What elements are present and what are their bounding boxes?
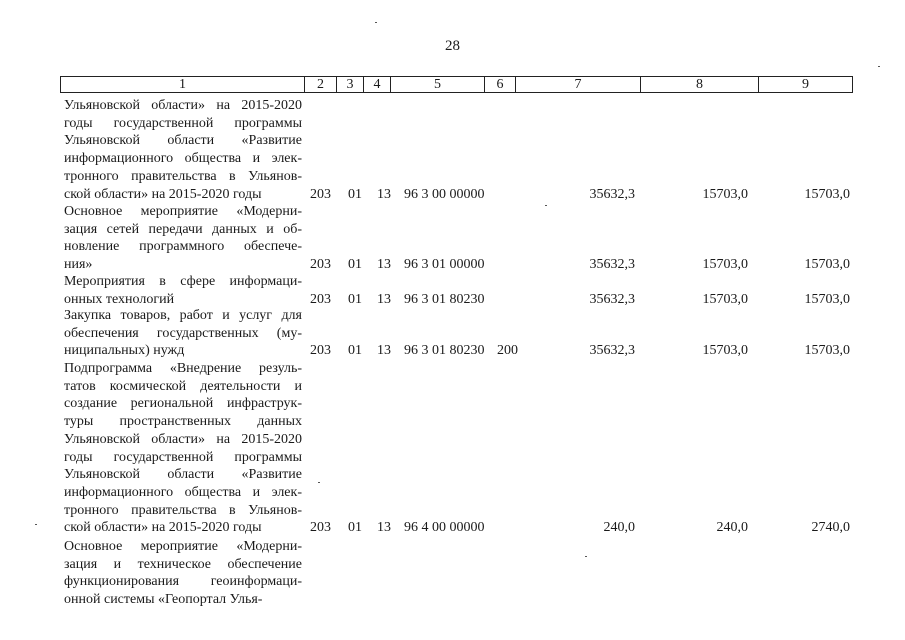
description-line: Закупка товаров, работ и услуг для (64, 308, 302, 323)
description-line: Ульяновской области «Развитие (64, 133, 302, 149)
scan-speck (318, 482, 320, 483)
cell-c8: 15703,0 (702, 186, 748, 202)
scan-speck (585, 556, 587, 557)
cell-c7: 35632,3 (589, 257, 635, 273)
cell-c2: 203 (310, 291, 331, 307)
description-line: ской области» на 2015-2020 годы (64, 520, 262, 536)
description-line: татов космической деятельности и (64, 378, 302, 394)
row-description (64, 203, 302, 274)
description-line: Основное мероприятие «Модерни- (64, 204, 302, 219)
cell-c9: 15703,0 (804, 291, 850, 307)
description-line: годы государственной программы (64, 449, 302, 465)
cell-c3: 01 (348, 343, 362, 359)
cell-c5: 96 3 01 80230 (404, 343, 485, 359)
header-col-4: 4 (364, 77, 391, 92)
header-col-7: 7 (516, 77, 641, 92)
scan-speck (545, 205, 547, 206)
description-line: Ульяновской области «Развитие (64, 467, 302, 483)
cell-c2: 203 (310, 257, 331, 273)
description-line: тронного правительства в Ульянов- (64, 502, 302, 518)
cell-c5: 96 3 01 00000 (404, 257, 485, 273)
scan-speck (375, 22, 377, 23)
description-line: Ульяновской области» на 2015-2020 (64, 98, 302, 113)
row-description (64, 360, 302, 537)
description-line: Основное мероприятие «Модерни- (64, 539, 302, 554)
page-number: 28 (445, 38, 460, 54)
cell-c7: 35632,3 (589, 343, 635, 359)
description-line: ния» (64, 257, 93, 273)
cell-c6: 200 (497, 343, 518, 359)
description-line: Ульяновской области» на 2015-2020 (64, 431, 302, 447)
description-line: обеспечения государственных (му- (64, 325, 302, 341)
cell-c3: 01 (348, 257, 362, 273)
description-line: тронного правительства в Ульянов- (64, 168, 302, 184)
description-line: функционирования геоинформаци- (64, 574, 302, 590)
header-col-8: 8 (641, 77, 759, 92)
cell-c9: 15703,0 (804, 257, 850, 273)
header-col-5: 5 (391, 77, 485, 92)
cell-c7: 240,0 (603, 520, 635, 536)
table-header (60, 76, 853, 93)
cell-c8: 15703,0 (702, 291, 748, 307)
description-line: новление программного обеспече- (64, 239, 302, 255)
scan-speck (878, 66, 880, 67)
cell-c3: 01 (348, 186, 362, 202)
cell-c8: 240,0 (716, 520, 748, 536)
cell-c9: 2740,0 (811, 520, 850, 536)
cell-c2: 203 (310, 186, 331, 202)
description-line: создание региональной инфраструк- (64, 396, 302, 412)
description-line: Подпрограмма «Внедрение резуль- (64, 361, 302, 376)
description-line: онных технологий (64, 291, 175, 307)
cell-c5: 96 4 00 00000 (404, 520, 485, 536)
cell-c4: 13 (377, 291, 391, 307)
cell-c4: 13 (377, 343, 391, 359)
cell-c7: 35632,3 (589, 186, 635, 202)
cell-c3: 01 (348, 291, 362, 307)
description-line: информационного общества и элек- (64, 151, 302, 167)
header-col-2: 2 (305, 77, 337, 92)
cell-c2: 203 (310, 343, 331, 359)
cell-c4: 13 (377, 520, 391, 536)
cell-c7: 35632,3 (589, 291, 635, 307)
row-description (64, 97, 302, 203)
cell-c5: 96 3 00 00000 (404, 186, 485, 202)
cell-c4: 13 (377, 186, 391, 202)
row-description (64, 538, 302, 609)
cell-c4: 13 (377, 257, 391, 273)
description-line: информационного общества и элек- (64, 484, 302, 500)
cell-c5: 96 3 01 80230 (404, 291, 485, 307)
description-line: зация сетей передачи данных и об- (64, 221, 302, 237)
cell-c2: 203 (310, 520, 331, 536)
description-line: онной системы «Геопортал Улья- (64, 592, 263, 608)
description-line: ской области» на 2015-2020 годы (64, 186, 262, 202)
cell-c9: 15703,0 (804, 186, 850, 202)
header-col-1: 1 (61, 77, 305, 92)
description-line: зация и техническое обеспечение (64, 556, 302, 572)
row-description (64, 273, 302, 308)
cell-c8: 15703,0 (702, 343, 748, 359)
row-description (64, 307, 302, 360)
description-line: годы государственной программы (64, 115, 302, 131)
cell-c8: 15703,0 (702, 257, 748, 273)
description-line: Мероприятия в сфере информаци- (64, 274, 302, 289)
header-col-6: 6 (485, 77, 516, 92)
description-line: ниципальных) нужд (64, 343, 185, 359)
scan-speck (35, 524, 37, 525)
cell-c3: 01 (348, 520, 362, 536)
header-col-3: 3 (337, 77, 364, 92)
description-line: туры пространственных данных (64, 414, 302, 430)
cell-c9: 15703,0 (804, 343, 850, 359)
header-col-9: 9 (802, 77, 809, 92)
